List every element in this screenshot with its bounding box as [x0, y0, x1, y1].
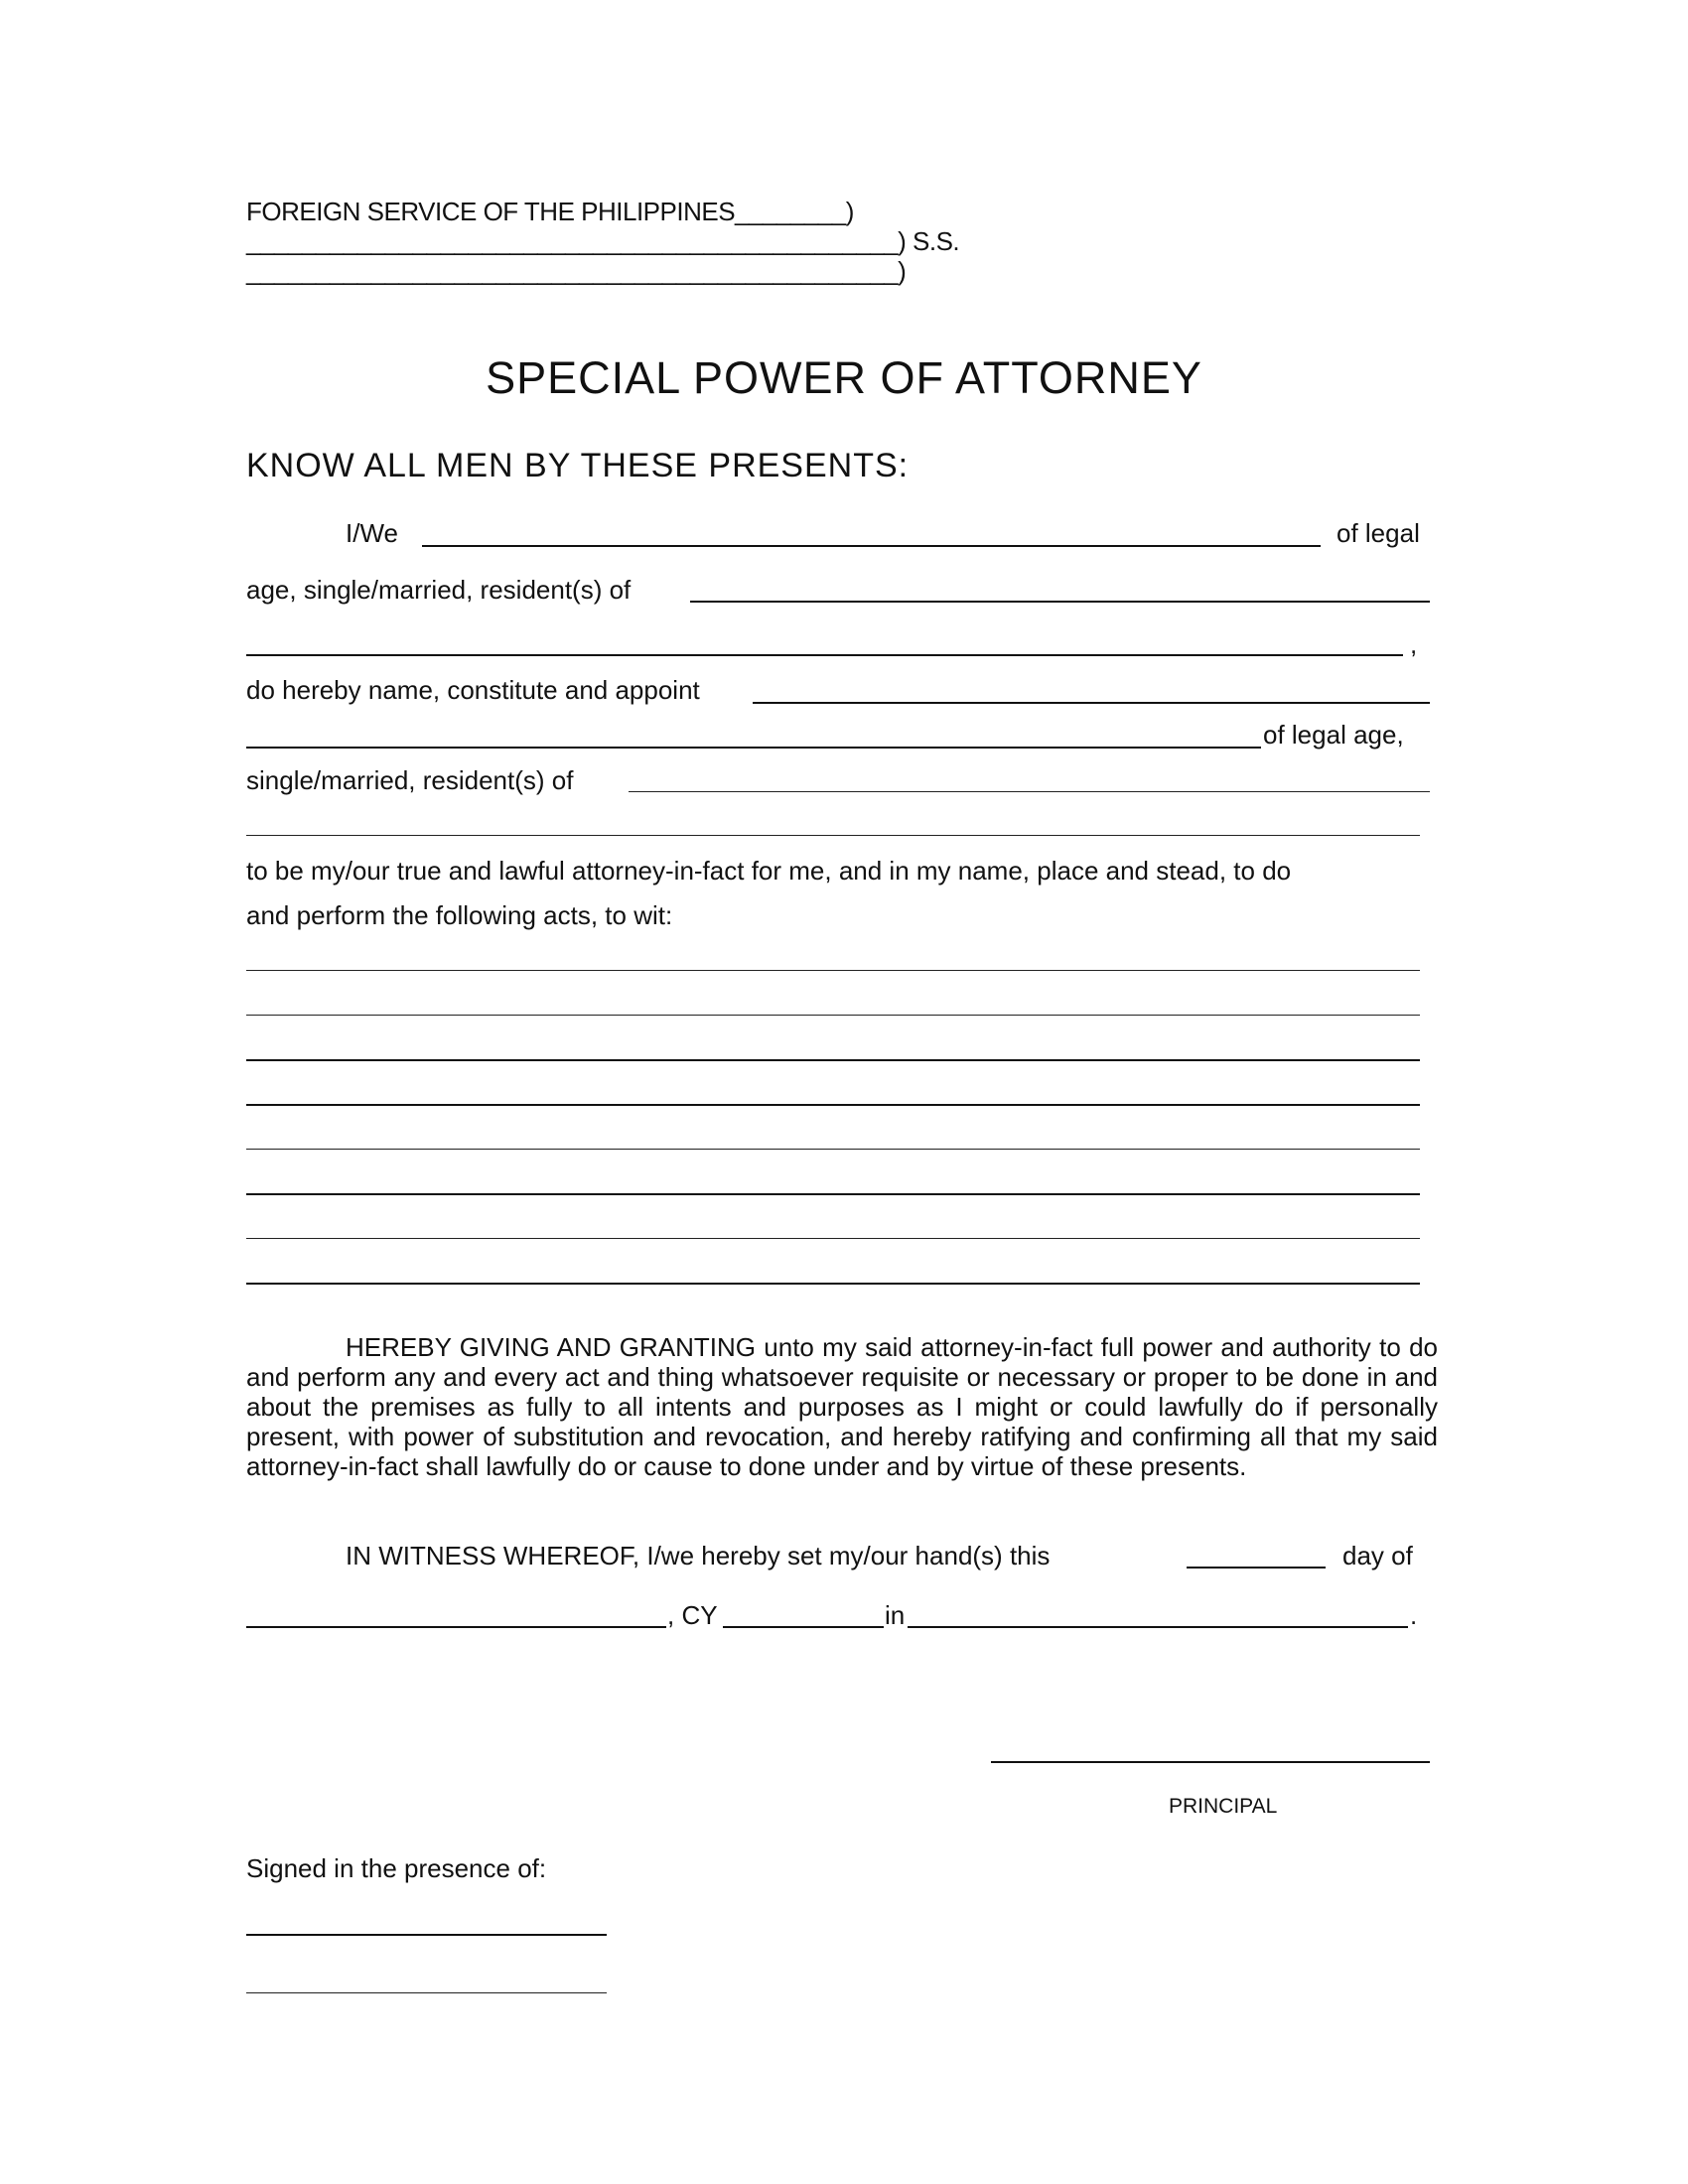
witness-signature-1[interactable]: [246, 1934, 607, 1936]
principal-residence-field[interactable]: [690, 601, 1430, 603]
witness-lead: IN WITNESS WHEREOF, I/we hereby set my/our hand(s) this: [346, 1541, 1051, 1570]
attorney-resident-label: single/married, resident(s) of: [246, 765, 574, 795]
document-title: SPECIAL POWER OF ATTORNEY: [486, 352, 1202, 403]
venue-line-1: FOREIGN SERVICE OF THE PHILIPPINES________): [246, 197, 854, 226]
attorney-residence-field[interactable]: [629, 791, 1430, 792]
signed-presence-label: Signed in the presence of:: [246, 1853, 547, 1883]
principal-residence-field-2[interactable]: [246, 654, 1403, 656]
venue-line-3: _______________________________________________): [246, 256, 907, 286]
day-field[interactable]: [1187, 1567, 1326, 1569]
principal-label: PRINCIPAL: [1169, 1795, 1278, 1818]
day-of-label: day of: [1342, 1541, 1413, 1570]
act-line-2[interactable]: [246, 1015, 1420, 1016]
act-line-5[interactable]: [246, 1149, 1420, 1150]
preamble: KNOW ALL MEN BY THESE PRESENTS:: [246, 447, 910, 484]
acts-line-1: to be my/our true and lawful attorney-in-fact for me, and in my name, place and stead, to do: [246, 856, 1292, 886]
witness-signature-2[interactable]: [246, 1992, 607, 1993]
iwe-label: I/We: [346, 518, 398, 548]
act-line-8[interactable]: [246, 1283, 1420, 1285]
act-line-7[interactable]: [246, 1238, 1420, 1239]
act-line-6[interactable]: [246, 1193, 1420, 1195]
principal-signature-field[interactable]: [991, 1761, 1430, 1763]
age-resident-label: age, single/married, resident(s) of: [246, 575, 632, 605]
principal-name-field[interactable]: [422, 545, 1321, 547]
month-field[interactable]: [246, 1626, 666, 1628]
appoint-label: do hereby name, constitute and appoint: [246, 675, 700, 705]
year-field[interactable]: [723, 1626, 884, 1628]
comma: ,: [1410, 629, 1418, 659]
act-line-1[interactable]: [246, 970, 1420, 971]
granting-paragraph: HEREBY GIVING AND GRANTING unto my said attorney-in-fact full power and authority to do and perform any and every act and thing whatsoever requisite or necessary or proper to be done in and about the premises as fully to all intents and purposes as I might or could lawfully do if personally present, with power of substitution and revocation, and hereby ratifying and confirming all that my said attorney-in-fact shall lawfully do or cause to done under and by virtue of these presents.: [246, 1332, 1438, 1481]
venue-line-2: _______________________________________________) S.S.: [246, 226, 960, 256]
period: .: [1410, 1600, 1418, 1630]
cy-label: , CY: [667, 1600, 718, 1630]
attorney-name-field-2[interactable]: [246, 747, 1261, 749]
of-legal-label: of legal: [1336, 518, 1420, 548]
acts-line-2: and perform the following acts, to wit:: [246, 900, 673, 930]
attorney-residence-field-2[interactable]: [246, 835, 1420, 836]
act-line-3[interactable]: [246, 1059, 1420, 1061]
in-label: in: [885, 1600, 906, 1630]
act-line-4[interactable]: [246, 1104, 1420, 1106]
place-field[interactable]: [908, 1626, 1408, 1628]
attorney-name-field[interactable]: [753, 702, 1430, 704]
of-legal-age-label: of legal age,: [1263, 720, 1404, 750]
